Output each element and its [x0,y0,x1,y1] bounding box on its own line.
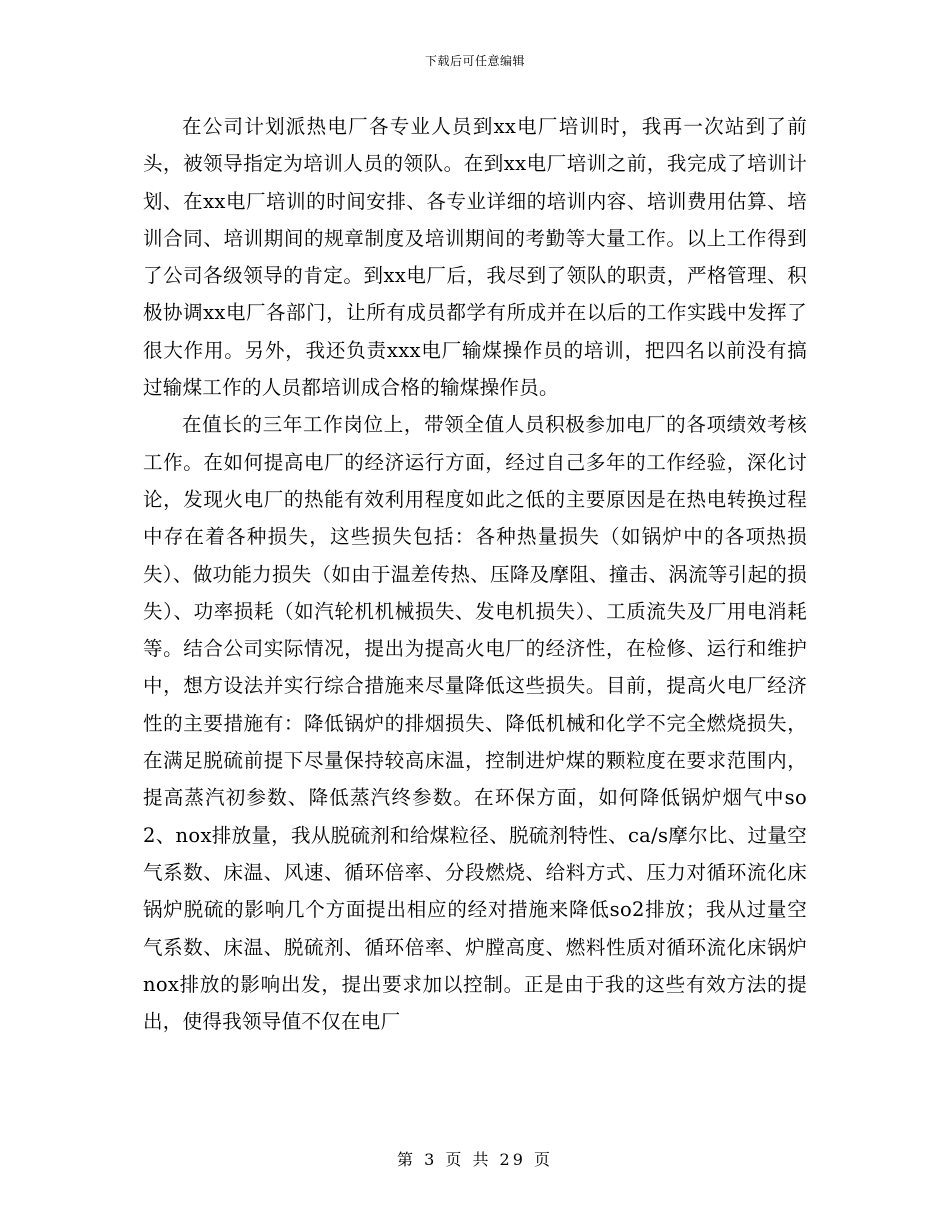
paragraph-shift-leader: 在值长的三年工作岗位上，带领全值人员积极参加电厂的各项绩效考核工作。在如何提高电厂的经济运行方面，经过自己多年的工作经验，深化讨论，发现火电厂的热能有效利用程度如此之低的主要原因是在热电转换过程中存在着各种损失，这些损失包括：各种热量损失（如锅炉中的各项热损失）、做功能力损失（如由于温差传热、压降及摩阻、撞击、涡流等引起的损失）、功率损耗（如汽轮机机械损失、发电机损失）、工质流失及厂用电消耗等。结合公司实际情况，提出为提高火电厂的经济性，在检修、运行和维护中，想方设法并实行综合措施来尽量降低这些损失。目前，提高火电厂经济性的主要措施有：降低锅炉的排烟损失、降低机械和化学不完全燃烧损失，在满足脱硫前提下尽量保持较高床温，控制进炉煤的颗粒度在要求范围内，提高蒸汽初参数、降低蒸汽终参数。在环保方面，如何降低锅炉烟气中so2、nox排放量，我从脱硫剂和给煤粒径、脱硫剂特性、ca/s摩尔比、过量空气系数、床温、风速、循环倍率、分段燃烧、给料方式、压力对循环流化床锅炉脱硫的影响几个方面提出相应的经对措施来降低so2排放；我从过量空气系数、床温、脱硫剂、循环倍率、炉膛高度、燃料性质对循环流化床锅炉nox排放的影响出发，提出要求加以控制。正是由于我的这些有效方法的提出，使得我领导值不仅在电厂 [143,413,807,1034]
paragraph-training: 在公司计划派热电厂各专业人员到xx电厂培训时，我再一次站到了前头，被领导指定为培训人员的领队。在到xx电厂培训之前，我完成了培训计划、在xx电厂培训的时间安排、各专业详细的培训内容、培训费用估算、培训合同、培训期间的规章制度及培训期间的考勤等大量工作。以上工作得到了公司各级领导的肯定。到xx电厂后，我尽到了领队的职责，严格管理、积极协调xx电厂各部门，让所有成员都学有所成并在以后的工作实践中发挥了很大作用。另外，我还负责xxx电厂输煤操作员的培训，把四名以前没有搞过输煤工作的人员都培训成合格的输煤操作员。 [143,115,807,400]
document-body [143,108,807,1040]
page-header: 下载后可任意编辑 [424,54,525,68]
page-number-footer: 第 3 页 共 29 页 [397,1150,553,1169]
